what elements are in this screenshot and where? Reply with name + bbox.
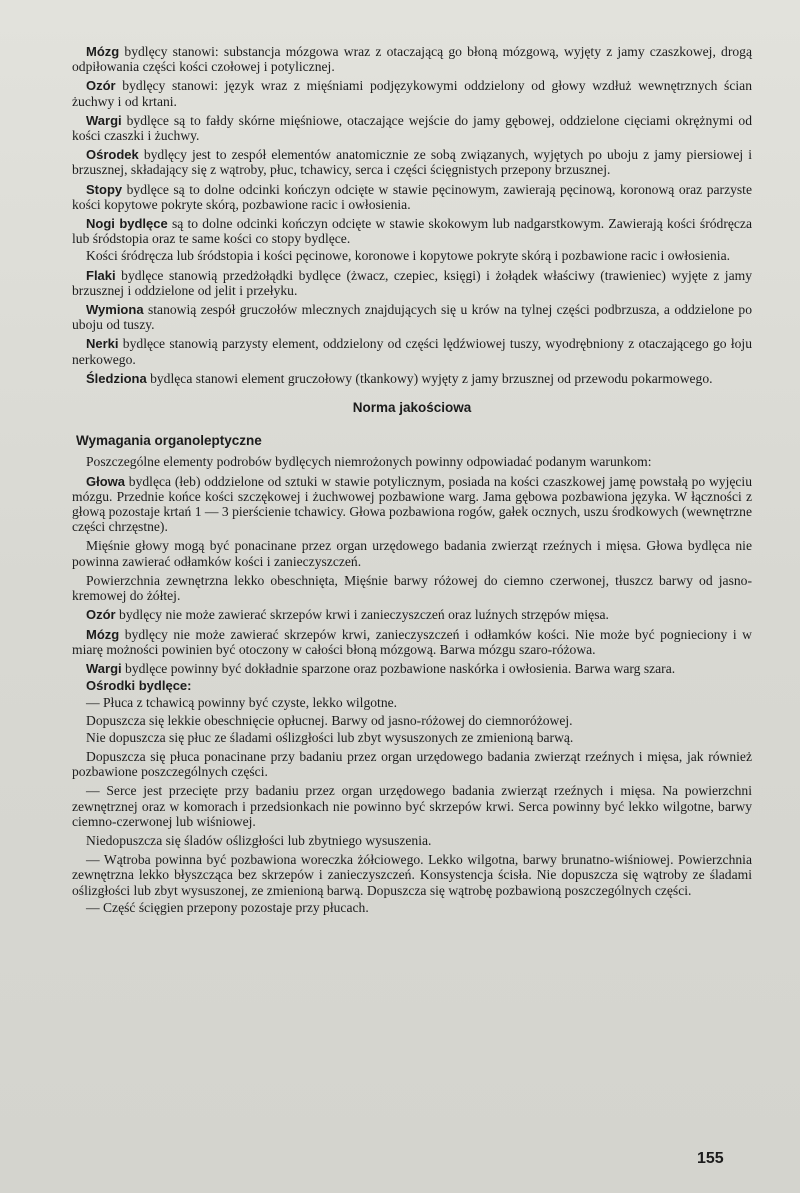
- paragraph-ozor: [72, 78, 752, 108]
- text-sciegien: — Część ścięgien przepony pozostaje przy płucach.: [86, 899, 369, 915]
- paragraph-watroba: [72, 852, 752, 898]
- paragraph-niedopuszcza: [72, 833, 752, 848]
- text-pluca3: Nie dopuszcza się płuc ze śladami oślizgłości lub zbyt wysuszonych ze zmienioną barwą.: [86, 729, 574, 745]
- paragraph-intro: [72, 454, 752, 469]
- text-ozor: bydlęcy stanowi: język wraz z mięśniami podjęzykowymi oddzielony od głowy wzdłuż wewnętrznych ścian żuchwy i od krtani.: [72, 78, 752, 109]
- term-req-ozor: Ozór: [86, 607, 116, 623]
- text-nogi: są to dolne odcinki kończyn odcięte w stawie skokowym lub nadgarstkowym. Zawierają kości śródręcza lub śródstopia oraz te same kości co stopy bydlęce.: [72, 216, 752, 247]
- text-pluca: — Płuca z tchawicą powinny być czyste, lekko wilgotne.: [86, 695, 398, 711]
- paragraph-stopy: [72, 182, 752, 212]
- paragraph-serce: [72, 783, 752, 829]
- paragraph-pluca: [72, 695, 752, 710]
- text-pluca4: Dopuszcza się płuca ponacinane przy badaniu przez organ urzędowego badania zwierząt rzeźnych i mięsa, jak również pozbawione poszczególnych części.: [72, 748, 752, 780]
- text-watroba: — Wątroba powinna być pozbawiona woreczka żółciowego. Lekko wilgotna, barwy brunatno-wiśniowej. Powierzchnia zewnętrzna lekko błyszcząca bez skrzepów i zanieczyszczeń. Konsystencja ścisła. Nie dopuszcza się wątroby ze śladami oślizgłości lub zbyt wysuszonej, ze zmienioną barwą. Dopuszcza się wątrobę pozbawioną poszczególnych części.: [72, 852, 752, 898]
- page-number: 155: [697, 1150, 724, 1167]
- term-nerki: Nerki: [86, 336, 119, 352]
- document-body: [72, 44, 752, 919]
- paragraph-flaki: [72, 268, 752, 298]
- text-miesnie: Mięśnie głowy mogą być ponacinane przez organ urzędowego badania zwierząt rzeźnych i mięsa. Głowa bydlęca nie powinna zawierać odłamków kości i zanieczyszczeń.: [72, 538, 752, 569]
- paragraph-sciegien: [72, 900, 752, 915]
- term-mozg: Mózg: [86, 44, 120, 59]
- term-ozor: Ozór: [86, 78, 116, 94]
- text-flaki: bydlęce stanowią przedżołądki bydlęce (żwacz, czepiec, księgi) i żołądek właściwy (trawieniec) wyjęte z jamy brzusznej i oddzielone od jelit i przełyku.: [72, 267, 752, 298]
- subsection-title: Wymagania organoleptyczne: [76, 433, 262, 449]
- term-osrodek: Ośrodek: [86, 147, 139, 163]
- paragraph-miesnie: [72, 538, 752, 568]
- text-mozg: bydlęcy stanowi: substancja mózgowa wraz z otaczającą go błoną mózgową, wyjęty z jamy czaszkowej, drogą odpiłowania części kości czołowej i potylicznej.: [72, 44, 752, 75]
- text-intro: Poszczególne elementy podrobów bydlęcych niemrożonych powinny odpowiadać podanym warunkom:: [86, 454, 652, 470]
- paragraph-nerki: [72, 336, 752, 366]
- text-sledziona: bydlęca stanowi element gruczołowy (tkankowy) wyjęty z jamy brzusznej od przewodu pokarmowego.: [146, 370, 713, 386]
- paragraph-pluca2: [72, 713, 752, 728]
- text-req-mozg: bydlęcy nie może zawierać skrzepów krwi, zanieczyszczeń i odłamków kości. Nie może być pognieciony i w miarę możności powinien być otoczony w całości błoną mózgową. Barwa mózgu szaro-różowa.: [72, 626, 752, 657]
- term-wargi: Wargi: [86, 112, 122, 128]
- text-stopy: bydlęce są to dolne odcinki kończyn odcięte w stawie pęcinowym, zawierają pęcinową, koronową oraz parzyste kości kopytowe pokryte skórą, pozbawione racic i owłosienia.: [72, 181, 752, 212]
- paragraph-osrodek: [72, 147, 752, 177]
- term-osrodki: Ośrodki bydlęce:: [86, 678, 192, 694]
- text-powierzchnia: Powierzchnia zewnętrzna lekko obeschnięta, Mięśnie barwy różowej do ciemno czerwonej, tłuszcz barwy od jasno-kremowej do żółtej.: [72, 572, 752, 604]
- text-wymiona: stanowią zespół gruczołów mlecznych znajdujących się u krów na tylnej części podbrzusza, a oddzielone po uboju od tuszy.: [72, 302, 752, 333]
- term-req-mozg: Mózg: [86, 626, 120, 642]
- paragraph-wymiona: [72, 302, 752, 332]
- paragraph-wargi: [72, 113, 752, 143]
- term-glowa: Głowa: [86, 473, 126, 489]
- section-title: Norma jakościowa: [352, 400, 472, 416]
- paragraph-glowa: [72, 474, 752, 535]
- text-nerki: bydlęce stanowią parzysty element, oddzielony od części lędźwiowej tuszy, wyodrębniony z otaczającego go łoju nerkowego.: [72, 336, 752, 367]
- term-sledziona: Śledziona: [86, 370, 147, 386]
- term-req-wargi: Wargi: [86, 660, 122, 676]
- paragraph-pluca3: [72, 730, 752, 745]
- term-wymiona: Wymiona: [86, 302, 144, 318]
- paragraph-powierzchnia: [72, 573, 752, 603]
- paragraph-osrodki-title: [72, 678, 752, 693]
- term-stopy: Stopy: [86, 181, 123, 197]
- text-kosci: Kości śródręcza lub śródstopia i kości pęcinowe, koronowe i kopytowe pokryte skórą i pozbawione racic i owłosienia.: [86, 248, 731, 264]
- paragraph-pluca4: [72, 749, 752, 779]
- text-glowa: bydlęca (łeb) oddzielone od sztuki w stawie potylicznym, posiada na kości czaszkowej jamę powstałą po wyjęciu mózgu. Przednie końce kości szczękowej i żuchwowej pozbawione warg. Jama gębowa pozbawiona języka. W łączności z głową pozostaje krtań 1 — 3 pierścienie tchawicy. Głowa pozbawiona rogów, gałek ocznych, uszu środkowych (wewnętrzne części chrzęstne).: [72, 473, 752, 535]
- paragraph-sledziona: [72, 371, 752, 386]
- text-req-wargi: bydlęce powinny być dokładnie sparzone oraz pozbawione naskórka i owłosienia. Barwa warg szara.: [121, 660, 676, 676]
- paragraph-req-mozg: [72, 627, 752, 657]
- text-pluca2: Dopuszcza się lekkie obeschnięcie opłucnej. Barwy od jasno-różowej do ciemnoróżowej.: [86, 712, 573, 728]
- text-wargi: bydlęce są to fałdy skórne mięśniowe, otaczające wejście do jamy gębowej, oddzielone cięciami okrężnymi od kości czaszki i żuchwy.: [72, 112, 752, 144]
- text-serce: — Serce jest przecięte przy badaniu przez organ urzędowego badania zwierząt rzeźnych i mięsa. Na powierzchni zewnętrznej oraz w komorach i przedsionkach nie powinno być skrzepów krwi. Serca powinny być lekko wilgotne, barwy ciemno-czerwonej lub wiśniowej.: [72, 783, 752, 829]
- text-osrodek: bydlęcy jest to zespół elementów anatomicznie ze sobą związanych, wyjętych po uboju z jamy piersiowej i brzusznej, składający się z wątroby, płuc, tchawicy, serca i części ścięgnistych przepony brzusznej.: [72, 147, 752, 178]
- text-req-ozor: bydlęcy nie może zawierać skrzepów krwi i zanieczyszczeń oraz luźnych strzępów mięsa.: [115, 607, 609, 623]
- term-nogi: Nogi bydlęce: [86, 216, 168, 232]
- term-flaki: Flaki: [86, 267, 116, 283]
- paragraph-mozg: [72, 44, 752, 74]
- paragraph-req-ozor: [72, 607, 752, 622]
- text-niedopuszcza: Niedopuszcza się śladów oślizgłości lub zbytniego wysuszenia.: [86, 832, 432, 848]
- paragraph-nogi: [72, 216, 752, 246]
- paragraph-req-wargi: [72, 661, 752, 676]
- paragraph-kosci: [72, 248, 752, 263]
